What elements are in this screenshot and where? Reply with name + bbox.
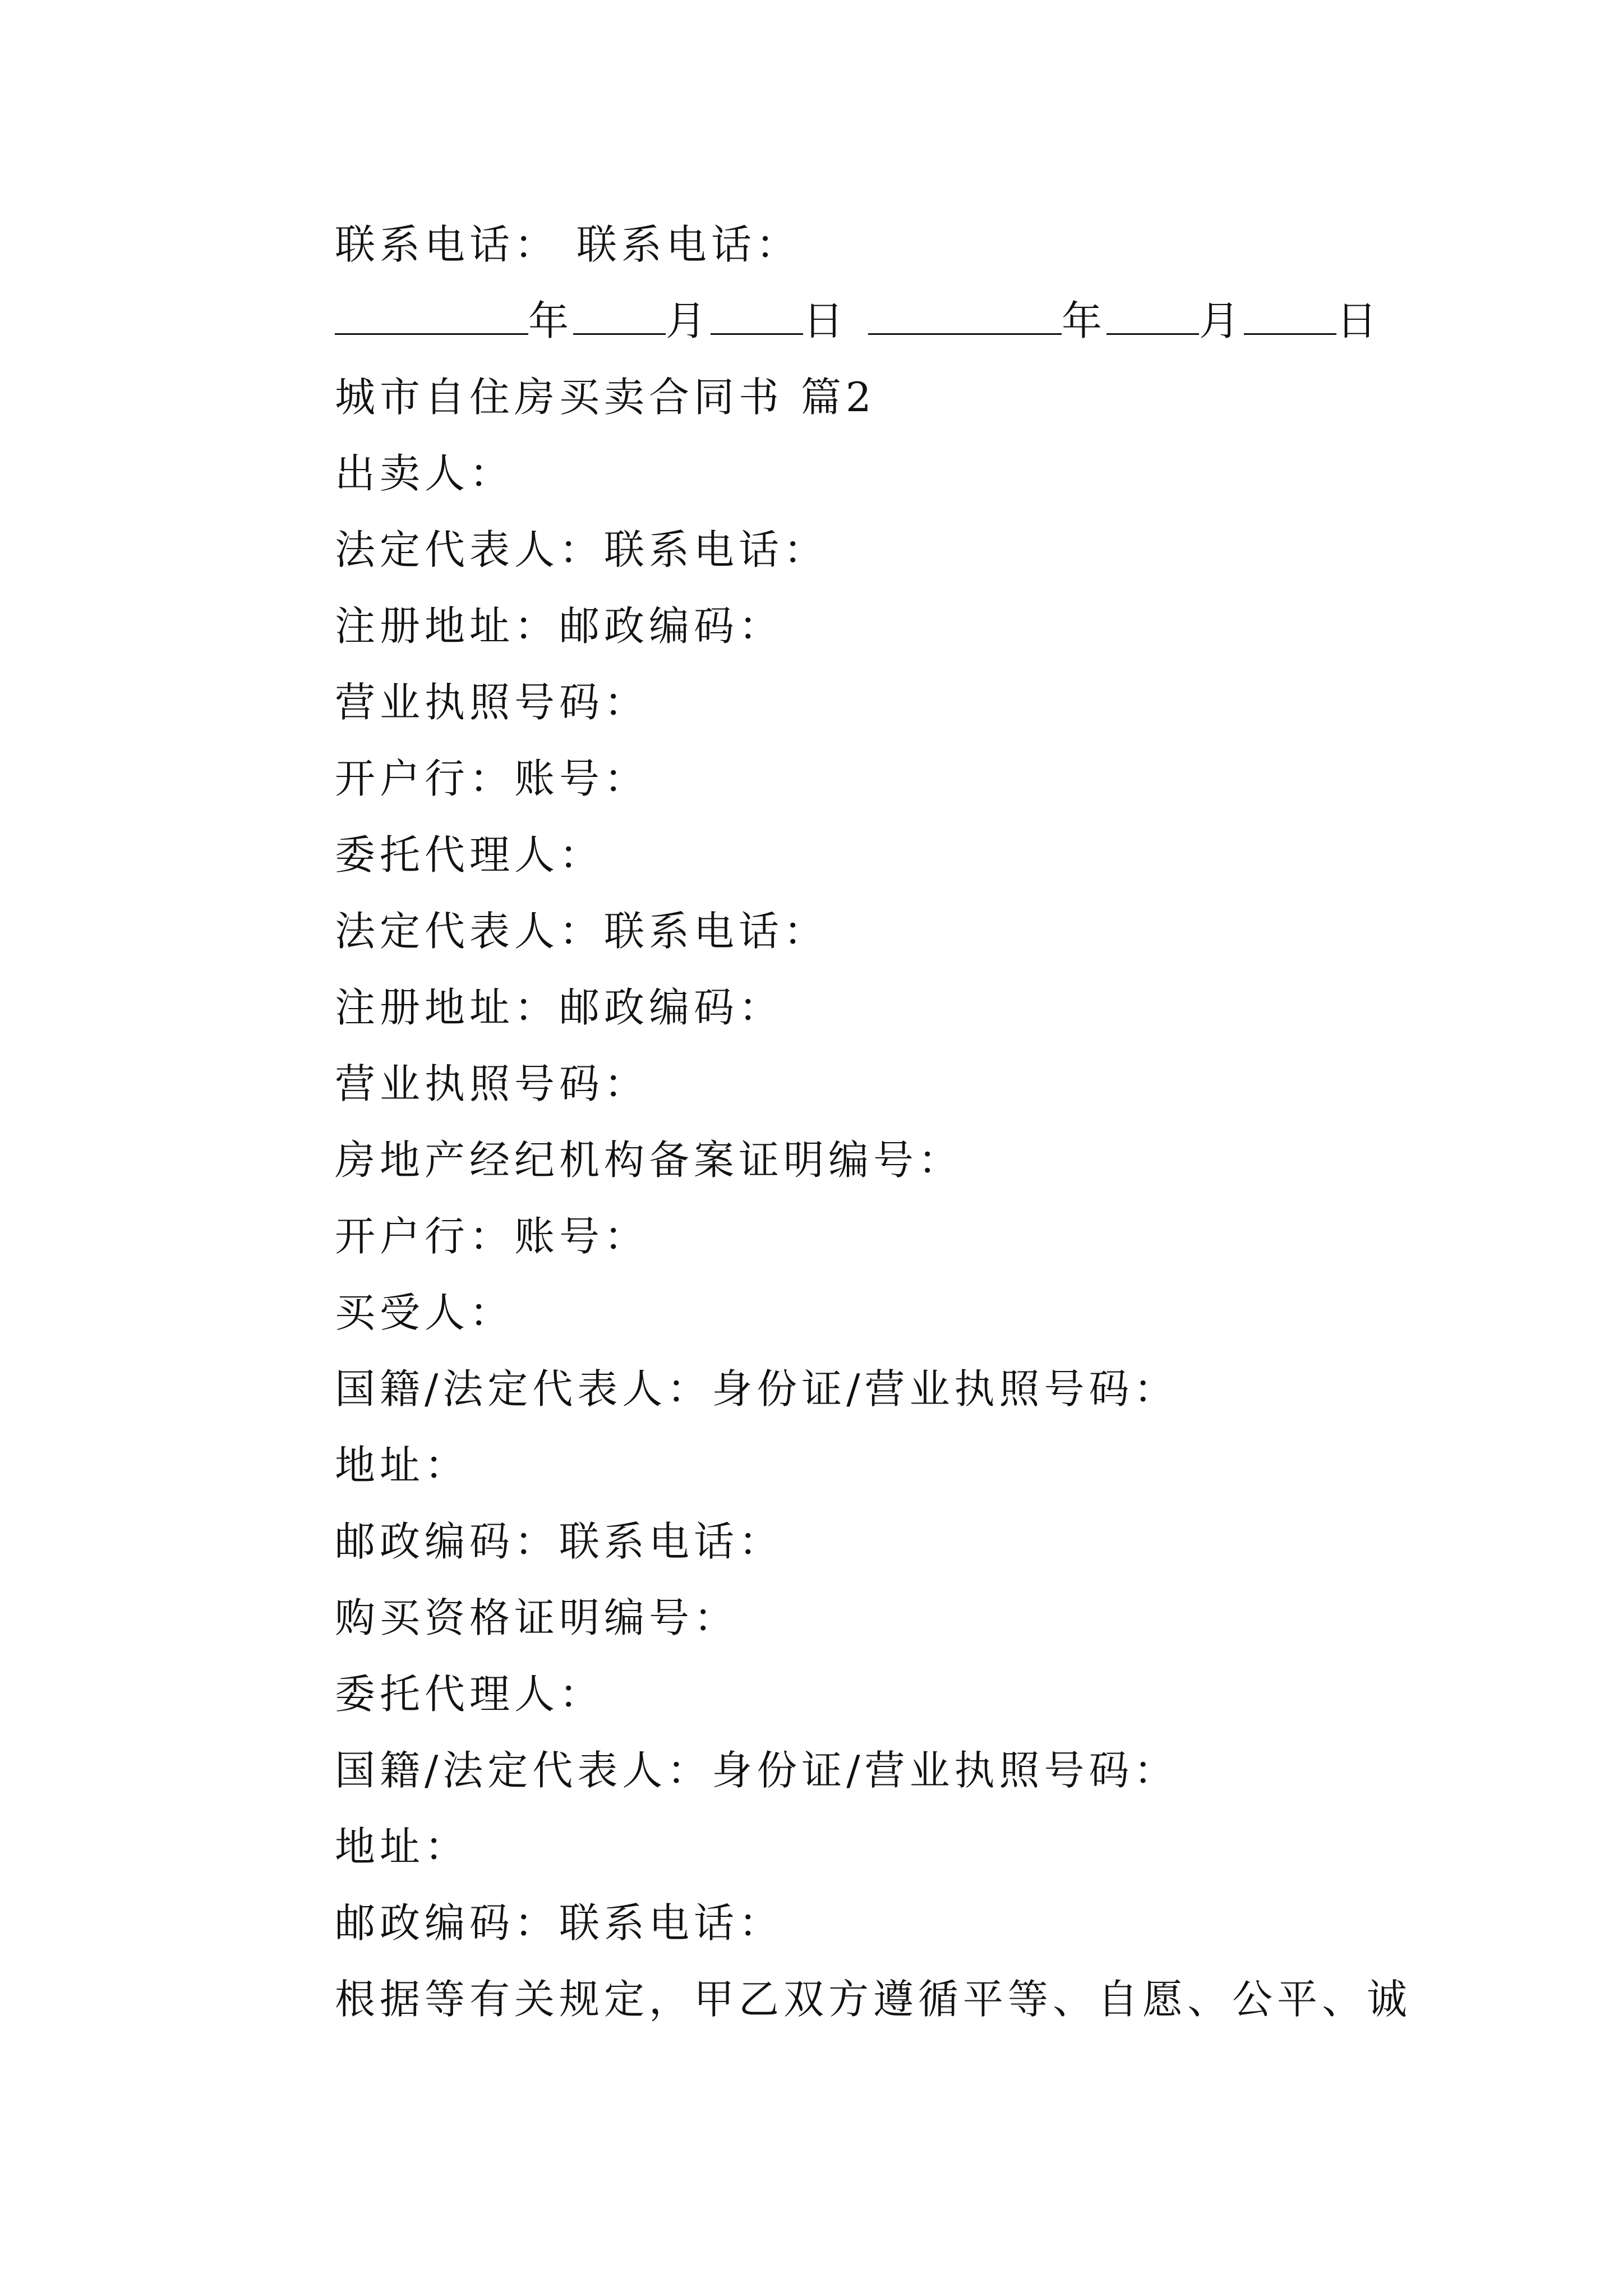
text-line: 出卖人： — [335, 450, 515, 497]
blank-field — [335, 300, 528, 335]
text-line: 委托代理人： — [335, 831, 605, 878]
text-line: 开户行：账号： — [335, 755, 649, 802]
month-label: 月 — [1199, 297, 1244, 344]
document-body — [335, 206, 1456, 2037]
text-line: 购买资格证明编号： — [335, 1594, 739, 1641]
section-heading: 城市自住房买卖合同书 篇2 — [335, 374, 876, 421]
blank-field — [1244, 300, 1336, 335]
text-line: 注册地址：邮政编码： — [335, 602, 784, 650]
text-line: 法定代表人：联系电话： — [335, 526, 829, 573]
year-label: 年 — [1062, 297, 1107, 344]
text-line: 联系电话： 联系电话： — [335, 221, 801, 268]
text-line: 买受人： — [335, 1289, 515, 1336]
text-line: 国籍/法定代表人：身份证/营业执照号码： — [335, 1365, 1179, 1412]
day-label: 日 — [803, 297, 849, 344]
date-line — [335, 283, 1456, 359]
text-line: 地址： — [335, 1442, 470, 1489]
blank-field — [1106, 300, 1199, 335]
day-label: 日 — [1336, 297, 1382, 344]
text-line: 开户行：账号： — [335, 1213, 649, 1260]
text-line: 委托代理人： — [335, 1671, 605, 1718]
text-line: 注册地址：邮政编码： — [335, 984, 784, 1031]
blank-field — [868, 300, 1062, 335]
blank-field — [573, 300, 666, 335]
text-line: 邮政编码：联系电话： — [335, 1518, 784, 1565]
text-line: 国籍/法定代表人：身份证/营业执照号码： — [335, 1747, 1179, 1794]
text-line: 营业执照号码： — [335, 679, 649, 726]
text-line: 邮政编码：联系电话： — [335, 1899, 784, 1947]
text-line: 根据等有关规定，甲乙双方遵循平等、自愿、公平、诚 — [335, 1976, 1412, 2023]
text-line: 营业执照号码： — [335, 1060, 649, 1107]
text-line: 房地产经纪机构备案证明编号： — [335, 1137, 963, 1184]
blank-field — [711, 300, 803, 335]
year-label: 年 — [528, 297, 574, 344]
text-line: 地址： — [335, 1823, 470, 1870]
month-label: 月 — [666, 297, 711, 344]
text-line: 法定代表人：联系电话： — [335, 908, 829, 955]
